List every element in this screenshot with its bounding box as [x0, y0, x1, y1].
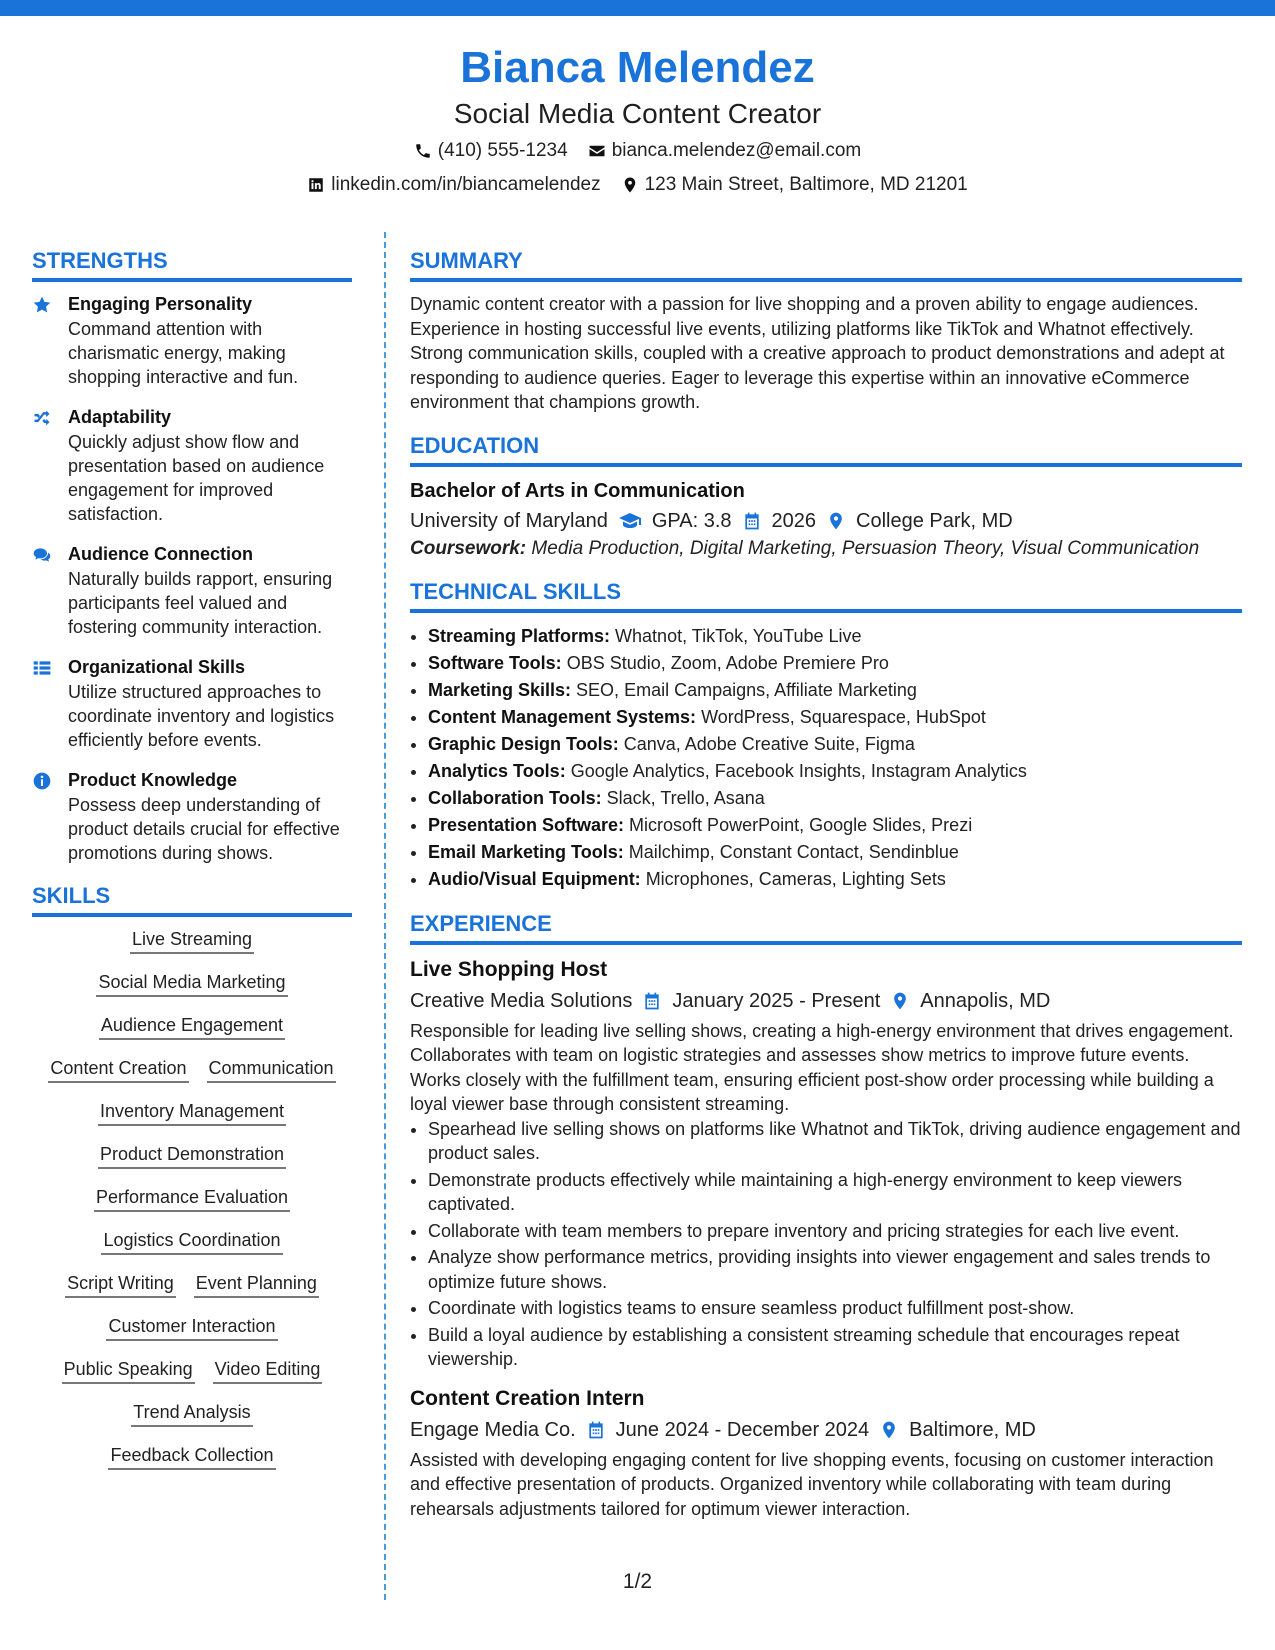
strength-item [32, 655, 352, 752]
linkedin-contact[interactable] [307, 170, 600, 200]
skill-tag: Performance Evaluation [94, 1185, 290, 1212]
degree-title: Bachelor of Arts in Communication [410, 479, 745, 502]
skill-tag: Audience Engagement [99, 1013, 285, 1040]
strength-title: Engaging Personality [68, 294, 253, 314]
strength-item [32, 405, 352, 526]
school-location: College Park, MD [856, 509, 1013, 532]
technical-skills-list [410, 623, 1242, 893]
gpa-text: GPA: 3.8 [651, 509, 732, 532]
tech-skill-value: Whatnot, TikTok, YouTube Live [610, 625, 862, 646]
list-item: • Coordinate with logistics teams to ensure seamless product fulfillment post-show. [428, 1296, 1242, 1321]
list-item: • Demonstrate products effectively while maintaining a high-energy environment to keep viewers captivated. [428, 1168, 1242, 1217]
skill-tag: Video Editing [213, 1357, 323, 1384]
technical-skills-heading: TECHNICAL SKILLS [410, 577, 1242, 613]
tech-skill-value: WordPress, Squarespace, HubSpot [696, 706, 986, 727]
skill-tag: Communication [207, 1056, 336, 1083]
strength-desc: Command attention with charismatic energy, making shopping interactive and fun. [68, 319, 299, 387]
left-column [32, 246, 352, 1470]
education-meta [410, 505, 1242, 537]
tech-skill-label: Graphic Design Tools: [428, 733, 619, 754]
job-meta [410, 1414, 1242, 1446]
contact-row-2 [0, 170, 1275, 200]
skill-tag: Event Planning [194, 1271, 319, 1298]
coursework-label: Coursework: [410, 537, 527, 559]
skill-tag: Logistics Coordination [101, 1228, 282, 1255]
tech-skill-value: Slack, Trello, Asana [601, 787, 765, 808]
job-title: Content Creation Intern [410, 1386, 645, 1410]
skill-tag: Content Creation [48, 1056, 188, 1083]
job-dates: January 2025 - Present [672, 989, 881, 1012]
strengths-heading: STRENGTHS [32, 246, 352, 282]
strength-desc: Naturally builds rapport, ensuring participants feel valued and fostering community interaction. [68, 569, 333, 637]
page-number: 1/2 [622, 1570, 653, 1593]
list-item [428, 623, 1242, 650]
education-heading: EDUCATION [410, 431, 1242, 467]
tech-skill-label: Email Marketing Tools: [428, 841, 624, 862]
map-pin-icon [879, 1420, 899, 1440]
graduation-year: 2026 [771, 509, 817, 532]
candidate-title: Social Media Content Creator [453, 98, 822, 129]
tech-skill-label: Software Tools: [428, 652, 562, 673]
tech-skill-value: Microsoft PowerPoint, Google Slides, Prezi [624, 814, 973, 835]
list-item [428, 785, 1242, 812]
list-item [428, 677, 1242, 704]
list-icon [32, 658, 52, 678]
experience-heading: EXPERIENCE [410, 909, 1242, 945]
coursework [410, 537, 1242, 561]
school-name: University of Maryland [410, 509, 608, 532]
tech-skill-label: Streaming Platforms: [428, 625, 611, 646]
skill-tag: Script Writing [65, 1271, 176, 1298]
skill-tag: Social Media Marketing [96, 970, 287, 997]
list-item [428, 731, 1242, 758]
job-entry [410, 955, 1242, 1372]
comments-icon [32, 545, 52, 565]
strengths-list [32, 292, 352, 865]
map-pin-icon [826, 511, 846, 531]
job-entry [410, 1384, 1242, 1522]
top-accent-bar [0, 0, 1275, 16]
resume-header [0, 40, 1275, 200]
tech-skill-label: Audio/Visual Equipment: [428, 868, 641, 889]
graduation-cap-icon [618, 509, 642, 533]
strength-title: Product Knowledge [68, 770, 238, 790]
summary-heading: SUMMARY [410, 246, 1242, 282]
column-divider [384, 232, 386, 1600]
map-pin-icon [621, 176, 639, 194]
list-item [428, 704, 1242, 731]
job-description: Responsible for leading live selling shows, creating a high-energy environment that drives engagement. Collaborates with team on logistic strategies and assesses show metrics to improve future events. Works closely with the fulfillment team, ensuring efficient post-show order processing while building a loyal viewer base through consistent streaming. [410, 1020, 1234, 1114]
job-location: Baltimore, MD [909, 1418, 1036, 1441]
list-item [428, 812, 1242, 839]
tech-skill-label: Presentation Software: [428, 814, 625, 835]
linkedin-text[interactable]: linkedin.com/in/biancamelendez [331, 174, 601, 195]
strength-item [32, 292, 352, 389]
tech-skill-label: Analytics Tools: [428, 760, 566, 781]
skill-tag: Public Speaking [62, 1357, 195, 1384]
tech-skill-value: Canva, Adobe Creative Suite, Figma [618, 733, 915, 754]
shuffle-icon [32, 408, 52, 428]
list-item: • Build a loyal audience by establishing a consistent streaming schedule that encourages repeat viewership. [428, 1323, 1242, 1372]
job-description: Assisted with developing engaging content for live shopping events, focusing on customer interaction and effective presentation of products. Organized inventory while collaborating with team during rehearsals adjustments tailored for optimum viewer interaction. [410, 1449, 1214, 1519]
skill-tag: Inventory Management [98, 1099, 286, 1126]
phone-text: (410) 555-1234 [437, 140, 568, 161]
contact-row-1 [0, 136, 1275, 166]
phone-contact [414, 136, 568, 166]
strength-title: Organizational Skills [68, 657, 246, 677]
info-icon [32, 771, 52, 791]
star-icon [32, 295, 52, 315]
skill-tag: Trend Analysis [131, 1400, 252, 1427]
email-text[interactable]: bianca.melendez@email.com [611, 140, 862, 161]
company-name: Creative Media Solutions [410, 989, 633, 1012]
tech-skill-label: Content Management Systems: [428, 706, 697, 727]
skill-tag: Customer Interaction [106, 1314, 277, 1341]
envelope-icon [588, 142, 606, 160]
skills-list [32, 927, 352, 1470]
skill-tag: Live Streaming [130, 927, 254, 954]
strength-desc: Possess deep understanding of product details crucial for effective promotions during shows. [68, 795, 340, 863]
strength-item [32, 542, 352, 639]
linkedin-icon [307, 176, 325, 194]
list-item [428, 758, 1242, 785]
job-title: Live Shopping Host [410, 957, 608, 981]
list-item [428, 650, 1242, 677]
summary-text: Dynamic content creator with a passion for live shopping and a proven ability to engage audiences. Experience in hosting successful live events, utilizing platforms like TikTok and Whatnot effectively. Strong communication skills, coupled with a creative approach to product demonstrations and adept at responding to audience queries. Eager to leverage this expertise within an innovative eCommerce environment that champions growth. [410, 294, 1225, 412]
company-name: Engage Media Co. [410, 1418, 576, 1441]
calendar-icon [586, 1420, 606, 1440]
list-item: • Analyze show performance metrics, providing insights into viewer engagement and sales trends to optimize future shows. [428, 1245, 1242, 1294]
strength-desc: Quickly adjust show flow and presentation based on audience engagement for improved satisfaction. [68, 432, 325, 524]
candidate-name: Bianca Melendez [460, 43, 815, 92]
skills-heading: SKILLS [32, 881, 352, 917]
list-item [428, 839, 1242, 866]
strength-title: Adaptability [68, 407, 172, 427]
calendar-icon [642, 991, 662, 1011]
tech-skill-value: SEO, Email Campaigns, Affiliate Marketing [571, 679, 917, 700]
strength-desc: Utilize structured approaches to coordinate inventory and logistics efficiently before events. [68, 682, 335, 750]
tech-skill-value: Google Analytics, Facebook Insights, Instagram Analytics [565, 760, 1027, 781]
address-contact [621, 170, 968, 200]
skill-tag: Product Demonstration [98, 1142, 286, 1169]
right-column [410, 246, 1242, 1521]
tech-skill-value: OBS Studio, Zoom, Adobe Premiere Pro [561, 652, 889, 673]
list-item: • Spearhead live selling shows on platforms like Whatnot and TikTok, driving audience engagement and product sales. [428, 1117, 1242, 1166]
list-item [428, 866, 1242, 893]
map-pin-icon [890, 991, 910, 1011]
tech-skill-label: Marketing Skills: [428, 679, 572, 700]
coursework-list: Media Production, Digital Marketing, Persuasion Theory, Visual Communication [526, 537, 1200, 559]
tech-skill-label: Collaboration Tools: [428, 787, 602, 808]
job-meta [410, 985, 1242, 1017]
tech-skill-value: Microphones, Cameras, Lighting Sets [640, 868, 946, 889]
address-text: 123 Main Street, Baltimore, MD 21201 [644, 174, 968, 195]
strength-title: Audience Connection [68, 544, 254, 564]
job-dates: June 2024 - December 2024 [615, 1418, 870, 1441]
strength-item [32, 768, 352, 865]
calendar-icon [742, 511, 762, 531]
job-location: Annapolis, MD [920, 989, 1051, 1012]
tech-skill-value: Mailchimp, Constant Contact, Sendinblue [623, 841, 959, 862]
skill-tag: Feedback Collection [108, 1443, 275, 1470]
list-item: • Collaborate with team members to prepare inventory and pricing strategies for each live event. [428, 1219, 1242, 1244]
email-contact[interactable] [588, 136, 862, 166]
phone-icon [414, 142, 432, 160]
job-bullets [410, 1117, 1242, 1372]
